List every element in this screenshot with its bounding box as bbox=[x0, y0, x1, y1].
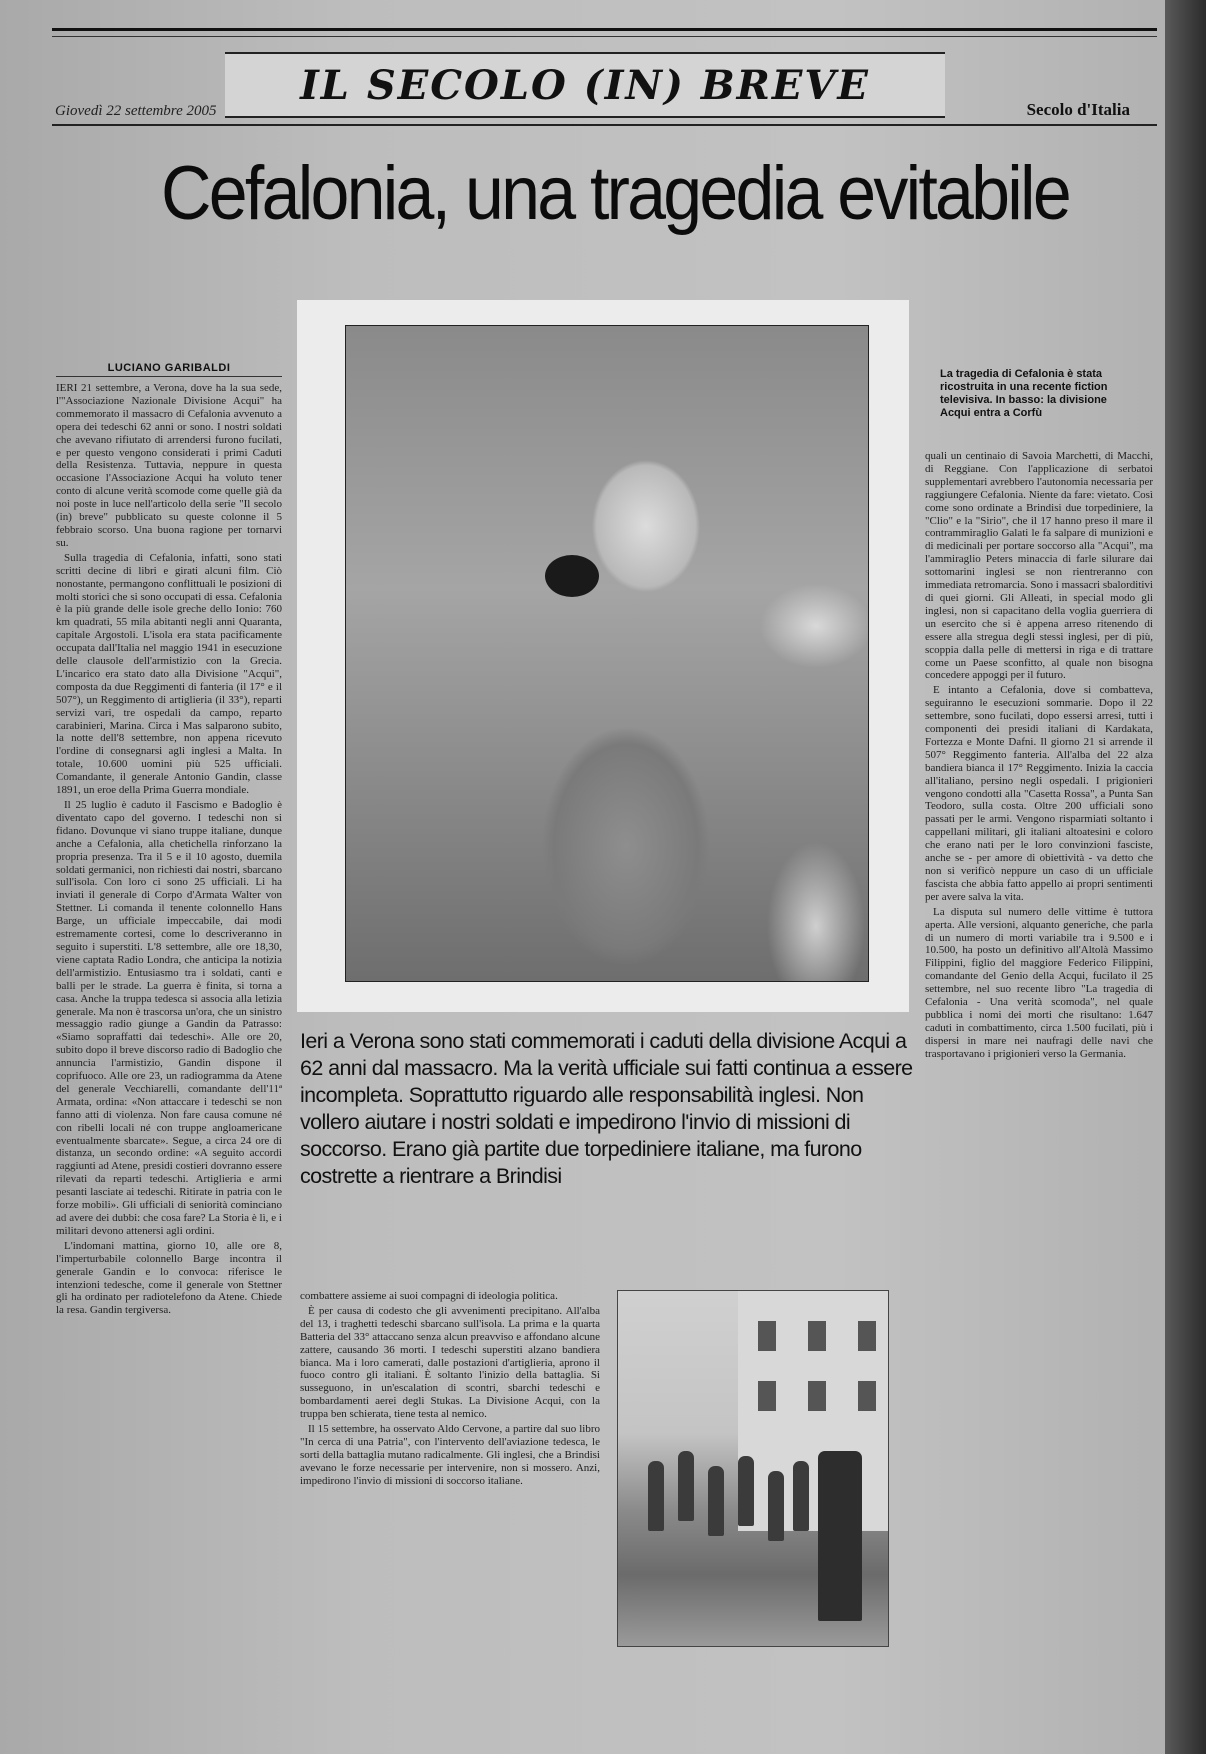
top-rule bbox=[52, 28, 1157, 31]
page-binding-shadow bbox=[1165, 0, 1206, 1754]
paragraph: Sulla tragedia di Cefalonia, infatti, sono stati scritti decine di libri e girati alcuni film. Ciò nonostante, permangono conflittuali le posizioni di molti storici che si sono occupati di essa. Cefalonia è la più grande delle isole greche dello Ionio: 760 km quadrati, 55 mila abitanti negli anni Quaranta, capitale Argostoli. L'isola era stata pacificamente occupata dall'Italia nel maggio 1941 in esecuzione delle clausole dell'armistizio con la Grecia. L'incarico era stato dato alla Divisione "Acqui", composta da due Reggimenti di fanteria (il 17° e il 507°), un Reggimento di artiglieria (il 33°), reparti servizi vari, tre ospedali da campo, reparto carabinieri, Marina. Circa i Mas salparono subito, la notte dell'8 settembre, non appena ricevuto l'ordine di consegnarsi agli inglesi a Malta. In totale, 10.600 uomini più 525 ufficiali. Comandante, il generale Antonio Gandin, classe 1891, un eroe della Prima Guerra mondiale. bbox=[56, 551, 282, 797]
body-column-left bbox=[56, 382, 282, 1682]
photo-soldier-foreground bbox=[818, 1451, 862, 1621]
masthead-rule bbox=[52, 124, 1157, 126]
photo-window bbox=[858, 1321, 876, 1351]
photo-acqui-division-corfu bbox=[617, 1290, 889, 1647]
masthead-banner bbox=[225, 52, 945, 118]
byline: LUCIANO GARIBALDI bbox=[56, 362, 282, 377]
top-rule-thin bbox=[52, 36, 1157, 37]
dateline: Giovedì 22 settembre 2005 bbox=[55, 103, 217, 119]
photo-soldier bbox=[738, 1456, 754, 1526]
article-headline: Cefalonia, una tragedia evitabile bbox=[161, 151, 1069, 236]
paragraph: L'indomani mattina, giorno 10, alle ore 8, l'imperturbabile colonnello Barge incontra il generale Gandin e lo convoca: riferisce le intenzioni tedesche, come il generale von Stettner gli ha ordinato per radiotelefono da Atene. Chiede la resa. Gandin tergiversa. bbox=[56, 1239, 282, 1317]
photo-window bbox=[808, 1381, 826, 1411]
paragraph: La disputa sul numero delle vittime è tuttora aperta. Alle versioni, alquanto generiche, che parla di un numero di morti variabile tra i 9.500 e i 10.500, ha posto un definitivo all'Altolà Massimo Filippini, figlio del maggiore Federico Filippini, comandante del Genio della Acqui, fucilato il 25 settembre, nel suo recente libro "La tragedia di Cefalonia - Una verità scomoda", nel quale pubblica i nomi dei morti che risultano: 1.647 caduti in combattimento, circa 1.500 fucilati, più i dispersi in mare nei naufragi delle navi che trasportavano i prigionieri verso la Germania. bbox=[925, 905, 1153, 1060]
photo-caption: La tragedia di Cefalonia è stata ricostruita in una recente fiction televisiva. In basso: la divisione Acqui entra a Corfù bbox=[940, 368, 1108, 419]
body-column-right bbox=[925, 450, 1153, 1740]
photo-soldier bbox=[768, 1471, 784, 1541]
photo-window bbox=[858, 1381, 876, 1411]
photo-soldier bbox=[648, 1461, 664, 1531]
photo-officer-shouting bbox=[345, 325, 869, 982]
photo-soldier bbox=[708, 1466, 724, 1536]
paragraph: E intanto a Cefalonia, dove si combatteva, seguiranno le esecuzioni sommarie. Dopo il 22 settembre, sono fucilati, dopo essersi arresi, tutti i componenti dei presidi italiani di Kardakata, Fortezza e Monte Dafni. Il giorno 21 si arrende il 507° Reggimento fanteria. All'alba del 22 alza bandiera bianca il 17° Reggimento. Inizia la caccia all'italiano, persino negli ospedali. I prigionieri vengono condotti alla "Casetta Rossa", a Punta San Teodoro, sulla costa. Oltre 200 ufficiali sono passati per le armi. Vengono risparmiati soltanto i cappellani militari, gli italiani altoatesini e coloro che erano nati per le loro convinzioni fasciste, anche se - per amore di obiettività - va detto che non si verificò neppure un caso di un ufficiale fascista che abbia fatto appello ai propri sentimenti per avere salva la vita. bbox=[925, 684, 1153, 903]
photo-soldier bbox=[793, 1461, 809, 1531]
photo-window bbox=[758, 1321, 776, 1351]
pull-quote: Ieri a Verona sono stati commemorati i caduti della divisione Acqui a 62 anni dal massacro. Ma la verità ufficiale sui fatti continua a essere incompleta. Soprattutto riguardo alle responsabilità inglesi. Non vollero aiutare i nostri soldati e impedirono l'invio di missioni di soccorso. Erano già partite due torpediniere italiane, ma furono costrette a rientrare a Brindisi bbox=[300, 1029, 913, 1188]
paragraph: IERI 21 settembre, a Verona, dove ha la sua sede, l'"Associazione Nazionale Divisione Acqui" ha commemorato il massacro di Cefalonia avvenuto a opera dei tedeschi 62 anni or sono. I nostri soldati che avevano rifiutato di arrendersi furono fucilati, e per questo vengono considerati i primi Caduti della Resistenza. Tuttavia, neppure in questa occasione l'Associazione Acqui ha voluto tener conto di alcune verità scomode come quelle già da noi poste in luce nell'articolo della serie "Il secolo (in) breve" pubblicato su queste colonne il 5 febbraio scorso. Una buona ragione per tornarvi su. bbox=[56, 382, 282, 549]
photo-window bbox=[808, 1321, 826, 1351]
photo-detail bbox=[545, 555, 599, 597]
paragraph: Il 15 settembre, ha osservato Aldo Cervone, a partire dal suo libro "In cerca di una Patria", con l'intervento dell'aviazione tedesca, le sorti della battaglia mutano radicalmente. Gli inglesi, che a Brindisi avevano le forze necessarie per intervenire, non si mossero. Anzi, impedirono l'invio di missioni di soccorso italiane. bbox=[300, 1423, 600, 1487]
body-column-middle bbox=[300, 1290, 600, 1710]
paragraph: combattere assieme ai suoi compagni di ideologia politica. bbox=[300, 1290, 558, 1302]
photo-window bbox=[758, 1381, 776, 1411]
publication-name: Secolo d'Italia bbox=[1026, 100, 1130, 119]
paragraph: È per causa di codesto che gli avvenimenti precipitano. All'alba del 13, i traghetti tedeschi sbarcano sull'isola. La prima e la quarta Batteria del 33° attaccano senza alcun preavviso e affondano alcune zattere, causando 36 morti. I tedeschi superstiti alzano bandiera bianca. Ma i loro camerati, dalle postazioni d'artiglieria, aprono il fuoco contro gli italiani. È soltanto l'inizio della battaglia. Si susseguono, in un'escalation di scontri, sbarchi tedeschi e bombardamenti aerei degli Stukas. La Divisione Acqui, con la truppa ben schierata, tiene testa al nemico. bbox=[300, 1304, 600, 1421]
paragraph: Il 25 luglio è caduto il Fascismo e Badoglio è diventato capo del governo. I tedeschi non si fidano. Dovunque vi siano truppe italiane, dunque anche a Cefalonia, alla chetichella rinforzano la propria presenza. Tra il 5 e il 10 agosto, duemila soldati germanici, non richiesti dai nostri, sbarcano sull'isola. Con loro ci sono 25 ufficiali. Li ha inviati il generale di Corpo d'Armata Walter von Stettner. Li comanda il tenente colonnello Hans Barge, un ufficiale impeccabile, dai modi estremamente cortesi, come lo descriveranno in seguito i superstiti. L'8 settembre, alle ore 18,30, viene captata Radio Londra, che anticipa la notizia dell'armistizio. Entusiasmo tra i soldati, canti e balli per le strade. La guerra è finita, si torna a casa. Anche la truppa tedesca si associa alla letizia generale. Ma non è trascorsa un'ora, che un sinistro messaggio radio giunge a Gandin da Patrasso: «Siamo sopraffatti dai tedeschi». Alle ore 20, subito dopo il breve discorso radio di Badoglio che annuncia l'armistizio, Gandin dispone il coprifuoco. Alle ore 23, un radiogramma da Atene del generale Vecchiarelli, comandante dell'11ª Armata, ordina: «Non attaccare i tedeschi se non fanno atti di violenza. Non fare causa comune né con ribelli locali né con truppe angloamericane eventualmente sbarcate». Segue, a circa 24 ore di distanza, un secondo ordine: «A seguito accordi raggiunti ad Atene, presidi costieri dovranno essere rilevati da reparti tedeschi. Artiglieria e armi pesanti lasciate ai tedeschi. Ritirate in patria con le forze mobili». Gli ufficiali di seniorità cominciano ad avere dei dubbi: che cosa fare? La Storia è lì, e i militari devono attenersi agli ordini. bbox=[56, 799, 282, 1237]
photo-soldier bbox=[678, 1451, 694, 1521]
masthead-title: IL SECOLO (IN) BREVE bbox=[300, 61, 870, 109]
paragraph: quali un centinaio di Savoia Marchetti, di Macchi, di Reggiane. Con l'applicazione di serbatoi supplementari avrebbero l'autonomia necessaria per raggiungere Cefalonia. Niente da fare: vietato. Così come sono ordinate a Brindisi due torpediniere, la "Clio" e la "Sirio", che il 17 hanno preso il mare il contrammiraglio Galati le fa salpare di munizioni e di medicinali per portare soccorso alla "Acqui", ma l'ammiraglio Peters minaccia di farle silurare dai sottomarini inglesi se non rientreranno con immediata retromarcia. Sono i massacri sbalorditivi di quei giorni. Gli Alleati, in special modo gli inglesi, non si capacitano della voglia guerriera di un esercito che si è appena arreso ritenendo di essere alla stregua degli stessi inglesi, per di più, scoppia dalla pelle di mettersi in riga e di trattare come un Paese sconfitto, al quale non bisogna concedere appoggi per il futuro. bbox=[925, 450, 1153, 682]
